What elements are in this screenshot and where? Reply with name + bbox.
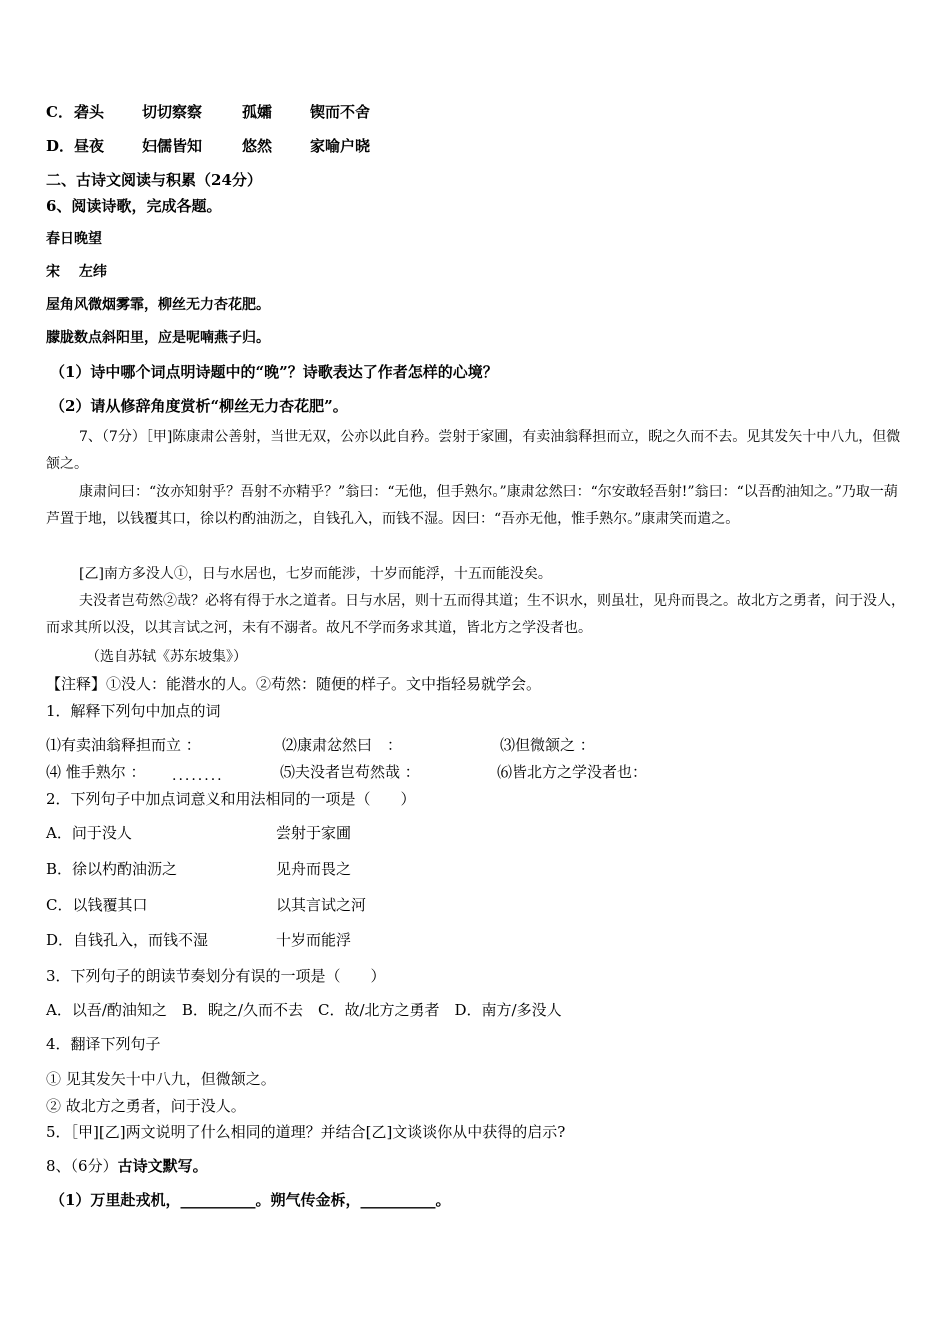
passage-paragraph: [乙]南方多没人①，日与水居也，七岁而能涉，十岁而能浮，十五而能没矣。 (79, 566, 552, 582)
option-word: 切切察察 (142, 103, 203, 121)
option-word: 悠然 (242, 137, 273, 155)
option-word: 砻头 (74, 103, 105, 121)
q6-heading: 6、阅读诗歌，完成各题。 (46, 197, 222, 215)
q7-2-option: B．徐以杓酌油沥之 (46, 860, 178, 878)
q7-1-item: ⑴有卖油翁释担而立 ： (46, 736, 201, 754)
q7-1-item: ⑵康肃忿然曰 ： (282, 736, 403, 754)
q7-2-title: 2．下列句子中加点词意义和用法相同的一项是（ ） (46, 790, 416, 808)
option-word: 孤孀 (242, 103, 273, 121)
q6-sub-question: （2）请从修辞角度赏析“柳丝无力杏花肥”。 (50, 397, 348, 415)
section-title: 二、古诗文阅读与积累（24分） (46, 171, 262, 189)
option-word: 妇儒皆知 (142, 137, 203, 155)
q7-2-option: A．问于没人 (46, 824, 132, 842)
q8-sub-question: （1）万里赴戎机，__________。朔气传金柝，__________。 (50, 1191, 451, 1209)
q7-1-item: ⑶但微颔之 ： (500, 736, 595, 754)
q7-4-title: 4．翻译下列句子 (46, 1035, 161, 1053)
q7-1-item: ⑷ 惟手熟尔 ： (46, 763, 146, 781)
q7-1-item: ⑹皆北方之学没者也： (497, 763, 648, 781)
q7-4-item: ① 见其发矢十中八九，但微颔之。 (46, 1070, 276, 1088)
q7-2-option-pair: 尝射于家圃 (276, 824, 352, 842)
passage-paragraph: 7、（7分）［甲]陈康肃公善射，当世无双，公亦以此自矜。尝射于家圃，有卖油翁释担而立，睨之久而不去。见其发矢十中八九，但微颔之。 (46, 429, 901, 472)
q7-3-options: A．以吾/酌油知之 B．睨之/久而不去 C．故/北方之勇者 D．南方/多没人 (46, 1001, 562, 1019)
option-word: 家喻户晓 (310, 137, 371, 155)
option-word: 昼夜 (74, 137, 105, 155)
passage-source: （选自苏轼《苏东坡集》） (86, 649, 247, 665)
poem-title: 春日晚望 (46, 231, 102, 247)
q8-prefix: 8、（6分） (46, 1157, 118, 1175)
q8-heading (46, 1156, 208, 1176)
q7-1-title: 1．解释下列句中加点的词 (46, 702, 221, 720)
q7-2-option: D．自钱孔入，而钱不湿 (46, 931, 209, 949)
q7-2-option-pair: 十岁而能浮 (276, 931, 352, 949)
passage-paragraph: 康肃问曰：“汝亦知射乎？吾射不亦精乎？”翁曰：“无他，但手熟尔。”康肃忿然曰：“尔安敢轻吾射!”翁曰：“以吾酌油知之。”乃取一葫芦置于地，以钱覆其口，徐以杓酌油沥之，自钱孔入，而钱不湿。因曰：“吾亦无他，惟手熟尔。”康肃笑而遣之。 (46, 484, 898, 527)
q7-2-option: C．以钱覆其口 (46, 896, 148, 914)
q8-title: 古诗文默写。 (117, 1157, 208, 1175)
q7-1-item: ⑸夫没者岂苟然哉 ： (280, 763, 420, 781)
q7-2-option-pair: 见舟而畏之 (276, 860, 352, 878)
emphasis-dots: ........ (172, 768, 224, 784)
poem-author: 宋 左纬 (46, 264, 107, 280)
passage-paragraph: 夫没者岂苟然②哉？必将有得于水之道者。日与水居，则十五而得其道；生不识水，则虽壮，见舟而畏之。故北方之勇者，问于没人，而求其所以没，以其言试之河，未有不溺者。故凡不学而务求其道，皆北方之学没者也。 (46, 593, 905, 636)
q7-4-item: ② 故北方之勇者，问于没人。 (46, 1097, 246, 1115)
q7-2-option-pair: 以其言试之河 (276, 896, 367, 914)
option-word: 锲而不舍 (310, 103, 371, 121)
poem-line: 屋角风微烟雾霏，柳丝无力杏花肥。 (46, 297, 270, 313)
q7-5-question: 5．［甲][乙]两文说明了什么相同的道理？并结合[乙]文谈谈你从中获得的启示? (46, 1123, 566, 1141)
option-label: D． (46, 137, 75, 155)
option-label: C． (46, 103, 73, 121)
poem-line: 朦胧数点斜阳里，应是呢喃燕子归。 (46, 330, 270, 346)
q7-3-title: 3．下列句子的朗读节奏划分有误的一项是（ ） (46, 967, 386, 985)
passage-note: 【注释】①没人：能潜水的人。②苟然：随便的样子。文中指轻易就学会。 (46, 675, 542, 693)
q6-sub-question: （1）诗中哪个词点明诗题中的“晚”？诗歌表达了作者怎样的心境？ (50, 363, 498, 381)
